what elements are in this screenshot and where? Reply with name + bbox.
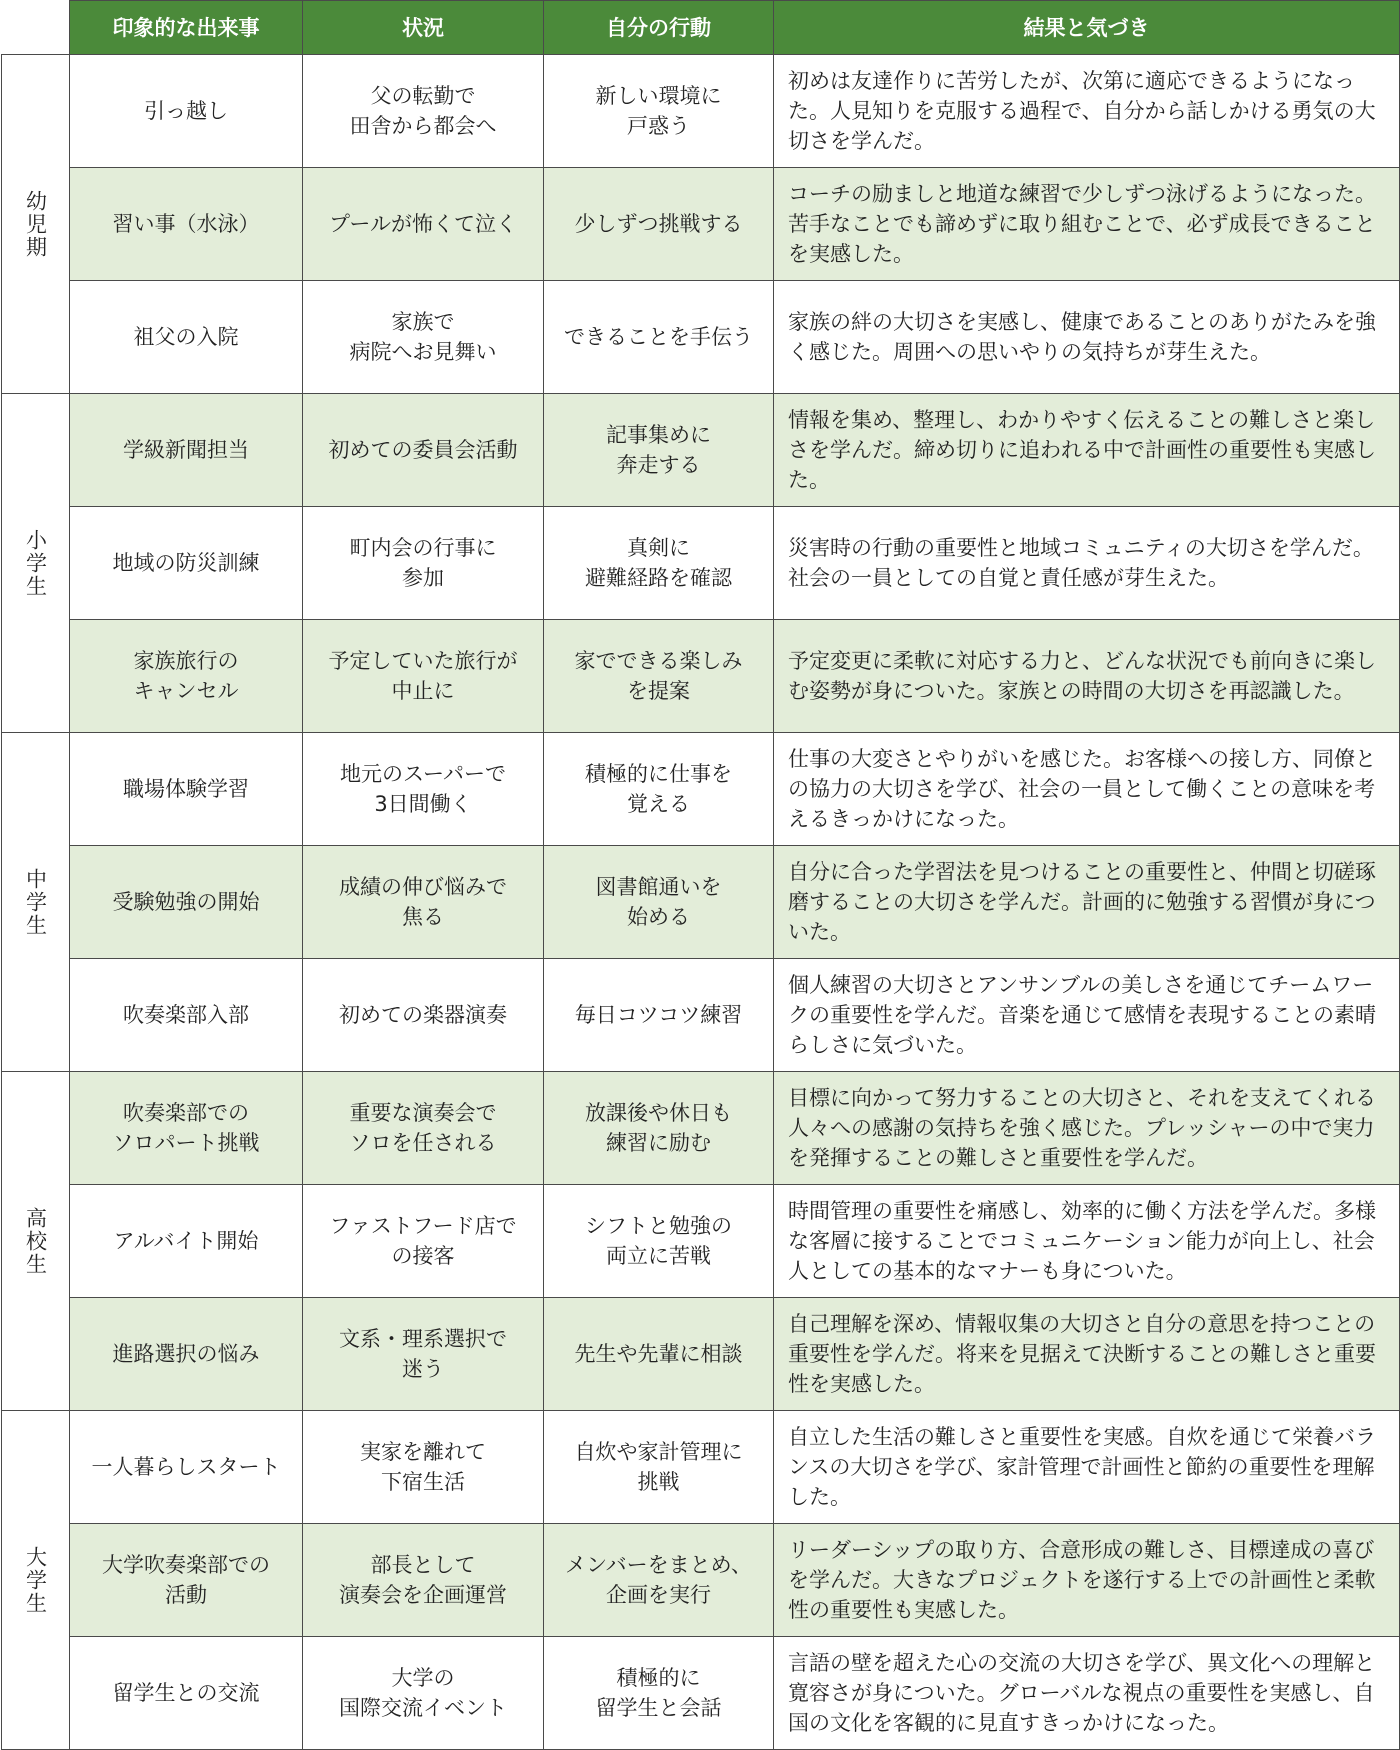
cell-event-text: 家族旅行の キャンセル — [133, 649, 239, 703]
cell-event-text: 吹奏楽部入部 — [123, 1003, 249, 1027]
cell-action-text: 図書館通いを 始める — [595, 875, 722, 929]
cell-result-text: 自分に合った学習法を見つけることの重要性と、仲間と切磋琢磨することの大切さを学んだ。計画的に勉強する習慣が身についた。 — [788, 860, 1376, 944]
cell-result — [774, 507, 1400, 620]
cell-event-text: 引っ越し — [144, 99, 228, 123]
cell-result-text: 初めは友達作りに苦労したが、次第に適応できるようになった。人見知りを克服する過程で、自分から話しかける勇気の大切さを学んだ。 — [788, 69, 1376, 153]
table-row — [2, 1524, 1400, 1637]
table-row — [2, 1298, 1400, 1411]
table-row — [2, 168, 1400, 281]
cell-result — [774, 1524, 1400, 1637]
period-label-text: 大学生 — [23, 1545, 48, 1615]
cell-action — [544, 733, 774, 846]
life-events-table — [1, 0, 1400, 1750]
cell-situation — [303, 507, 544, 620]
header-row — [2, 1, 1400, 55]
cell-action — [544, 1185, 774, 1298]
cell-situation-text: 地元のスーパーで 3日間働く — [340, 762, 506, 816]
cell-action — [544, 394, 774, 507]
cell-action — [544, 168, 774, 281]
cell-action-text: 毎日コツコツ練習 — [574, 1003, 743, 1027]
cell-event — [70, 1072, 303, 1185]
cell-result-text: 時間管理の重要性を痛感し、効率的に働く方法を学んだ。多様な客層に接することでコミュニケーション能力が向上し、社会人としての基本的なマナーも身についた。 — [788, 1199, 1376, 1283]
cell-action-text: メンバーをまとめ、 企画を実行 — [565, 1553, 752, 1607]
cell-action — [544, 1637, 774, 1750]
cell-action-text: できることを手伝う — [564, 325, 753, 349]
cell-event-text: 学級新聞担当 — [123, 438, 249, 462]
cell-result — [774, 1411, 1400, 1524]
cell-result — [774, 55, 1400, 168]
cell-action — [544, 1411, 774, 1524]
header-result: 結果と気づき — [774, 1, 1400, 55]
cell-event-text: 祖父の入院 — [133, 325, 239, 349]
cell-result — [774, 1072, 1400, 1185]
cell-event — [70, 1411, 303, 1524]
cell-result — [774, 281, 1400, 394]
cell-result-text: 予定変更に柔軟に対応する力と、どんな状況でも前向きに楽しむ姿勢が身についた。家族との時間の大切さを再認識した。 — [788, 649, 1376, 703]
cell-result-text: 個人練習の大切さとアンサンブルの美しさを通じてチームワークの重要性を学んだ。音楽を通じて感情を表現することの素晴らしさに気づいた。 — [788, 973, 1376, 1057]
cell-result-text: 家族の絆の大切さを実感し、健康であることのありがたみを強く感じた。周囲への思いやりの気持ちが芽生えた。 — [788, 310, 1376, 364]
table-row — [2, 281, 1400, 394]
cell-result — [774, 846, 1400, 959]
cell-event — [70, 959, 303, 1072]
period-label-text: 中学生 — [23, 867, 48, 937]
cell-action — [544, 281, 774, 394]
cell-situation-text: 部長として 演奏会を企画運営 — [339, 1553, 507, 1607]
header-situation: 状況 — [303, 1, 544, 55]
cell-event — [70, 1298, 303, 1411]
cell-situation — [303, 620, 544, 733]
cell-situation-text: 初めての委員会活動 — [328, 438, 518, 462]
cell-result — [774, 1185, 1400, 1298]
period-label-text: 高校生 — [23, 1206, 48, 1276]
cell-result-text: 自立した生活の難しさと重要性を実感。自炊を通じて栄養バランスの大切さを学び、家計管理で計画性と節約の重要性を理解した。 — [788, 1425, 1376, 1509]
cell-action — [544, 959, 774, 1072]
cell-result-text: 自己理解を深め、情報収集の大切さと自分の意思を持つことの重要性を学んだ。将来を見据えて決断することの難しさと重要性を実感した。 — [788, 1312, 1376, 1396]
cell-event — [70, 1185, 303, 1298]
cell-action-text: 放課後や休日も 練習に励む — [585, 1101, 732, 1155]
cell-action-text: 記事集めに 奔走する — [606, 423, 711, 477]
cell-action — [544, 1524, 774, 1637]
period-label — [2, 394, 70, 733]
cell-result — [774, 394, 1400, 507]
cell-result-text: 目標に向かって努力することの大切さと、それを支えてくれる人々への感謝の気持ちを強く感じた。プレッシャーの中で実力を発揮することの難しさと重要性を学んだ。 — [788, 1086, 1376, 1170]
cell-event-text: 吹奏楽部での ソロパート挑戦 — [112, 1101, 260, 1155]
cell-event-text: 留学生との交流 — [112, 1681, 260, 1705]
cell-event-text: 進路選択の悩み — [112, 1342, 260, 1366]
cell-result — [774, 1637, 1400, 1750]
cell-event — [70, 620, 303, 733]
cell-event-text: 習い事（水泳） — [112, 212, 260, 236]
cell-event — [70, 394, 303, 507]
cell-action-text: 積極的に仕事を 覚える — [585, 762, 732, 816]
table-row — [2, 1411, 1400, 1524]
table-row — [2, 394, 1400, 507]
table-row — [2, 733, 1400, 846]
period-label — [2, 1411, 70, 1750]
cell-situation-text: 実家を離れて 下宿生活 — [360, 1440, 486, 1494]
header-event: 印象的な出来事 — [70, 1, 303, 55]
cell-situation — [303, 959, 544, 1072]
cell-result-text: コーチの励ましと地道な練習で少しずつ泳げるようになった。苦手なことでも諦めずに取り組むことで、必ず成長できることを実感した。 — [788, 182, 1376, 266]
cell-event — [70, 1524, 303, 1637]
cell-event — [70, 846, 303, 959]
cell-action — [544, 507, 774, 620]
cell-action — [544, 620, 774, 733]
cell-situation-text: 家族で 病院へお見舞い — [349, 310, 497, 364]
cell-event — [70, 168, 303, 281]
cell-situation-text: 町内会の行事に 参加 — [349, 536, 497, 590]
cell-situation — [303, 55, 544, 168]
cell-situation-text: 初めての楽器演奏 — [339, 1003, 507, 1027]
cell-result-text: 言語の壁を超えた心の交流の大切さを学び、異文化への理解と寛容さが身についた。グローバルな視点の重要性を実感し、自国の文化を客観的に見直すきっかけになった。 — [788, 1651, 1376, 1735]
table-body — [2, 55, 1400, 1750]
cell-result — [774, 620, 1400, 733]
table-row — [2, 1637, 1400, 1750]
cell-action — [544, 1072, 774, 1185]
table-row — [2, 1072, 1400, 1185]
period-label-text: 幼児期 — [23, 189, 48, 259]
cell-situation-text: プールが怖くて泣く — [329, 212, 517, 236]
cell-situation-text: 成績の伸び悩みで 焦る — [339, 875, 507, 929]
cell-result — [774, 959, 1400, 1072]
cell-result — [774, 733, 1400, 846]
table-row — [2, 507, 1400, 620]
cell-action-text: 真剣に 避難経路を確認 — [585, 536, 732, 590]
cell-situation-text: 大学の 国際交流イベント — [339, 1666, 507, 1720]
table-row — [2, 55, 1400, 168]
cell-situation — [303, 1637, 544, 1750]
cell-event-text: 大学吹奏楽部での 活動 — [102, 1553, 270, 1607]
cell-situation-text: 重要な演奏会で ソロを任される — [349, 1101, 497, 1155]
cell-result — [774, 168, 1400, 281]
cell-result-text: 情報を集め、整理し、わかりやすく伝えることの難しさと楽しさを学んだ。締め切りに追われる中で計画性の重要性も実感した。 — [788, 408, 1376, 492]
cell-situation — [303, 281, 544, 394]
cell-event — [70, 733, 303, 846]
cell-event — [70, 1637, 303, 1750]
cell-result-text: 災害時の行動の重要性と地域コミュニティの大切さを学んだ。社会の一員としての自覚と責任感が芽生えた。 — [788, 536, 1374, 590]
cell-action-text: 積極的に 留学生と会話 — [595, 1666, 722, 1720]
cell-action-text: 少しずつ挑戦する — [574, 212, 743, 236]
period-label — [2, 733, 70, 1072]
cell-event — [70, 281, 303, 394]
table-row — [2, 620, 1400, 733]
table-row — [2, 959, 1400, 1072]
cell-situation-text: 文系・理系選択で 迷う — [339, 1327, 507, 1381]
cell-action — [544, 55, 774, 168]
cell-event — [70, 55, 303, 168]
cell-action — [544, 1298, 774, 1411]
cell-event-text: 一人暮らしスタート — [91, 1455, 281, 1479]
cell-situation — [303, 1185, 544, 1298]
table-row — [2, 846, 1400, 959]
cell-action-text: 新しい環境に 戸惑う — [595, 84, 722, 138]
cell-action — [544, 846, 774, 959]
cell-event-text: アルバイト開始 — [113, 1229, 259, 1253]
cell-action-text: 家でできる楽しみ を提案 — [574, 649, 743, 703]
table-row — [2, 1185, 1400, 1298]
cell-situation-text: 父の転勤で 田舎から都会へ — [349, 84, 497, 138]
header-action: 自分の行動 — [544, 1, 774, 55]
cell-situation — [303, 1411, 544, 1524]
cell-situation — [303, 168, 544, 281]
period-label — [2, 1072, 70, 1411]
cell-action-text: 自炊や家計管理に 挑戦 — [574, 1440, 743, 1494]
cell-event-text: 地域の防災訓練 — [112, 551, 260, 575]
cell-situation — [303, 1072, 544, 1185]
cell-situation — [303, 733, 544, 846]
cell-situation — [303, 846, 544, 959]
cell-event-text: 職場体験学習 — [123, 777, 249, 801]
corner-cell — [2, 1, 70, 55]
cell-situation — [303, 1298, 544, 1411]
cell-action-text: 先生や先輩に相談 — [574, 1342, 743, 1366]
cell-situation-text: ファストフード店で の接客 — [329, 1214, 517, 1268]
cell-result-text: 仕事の大変さとやりがいを感じた。お客様への接し方、同僚との協力の大切さを学び、社会の一員として働くことの意味を考えるきっかけになった。 — [788, 747, 1376, 831]
cell-event — [70, 507, 303, 620]
cell-situation — [303, 394, 544, 507]
period-label-text: 小学生 — [23, 528, 48, 598]
cell-result — [774, 1298, 1400, 1411]
cell-action-text: シフトと勉強の 両立に苦戦 — [585, 1214, 732, 1268]
cell-situation-text: 予定していた旅行が 中止に — [328, 649, 518, 703]
cell-result-text: リーダーシップの取り方、合意形成の難しさ、目標達成の喜びを学んだ。大きなプロジェクトを遂行する上での計画性と柔軟性の重要性も実感した。 — [788, 1538, 1376, 1622]
cell-situation — [303, 1524, 544, 1637]
cell-event-text: 受験勉強の開始 — [112, 890, 260, 914]
period-label — [2, 55, 70, 394]
